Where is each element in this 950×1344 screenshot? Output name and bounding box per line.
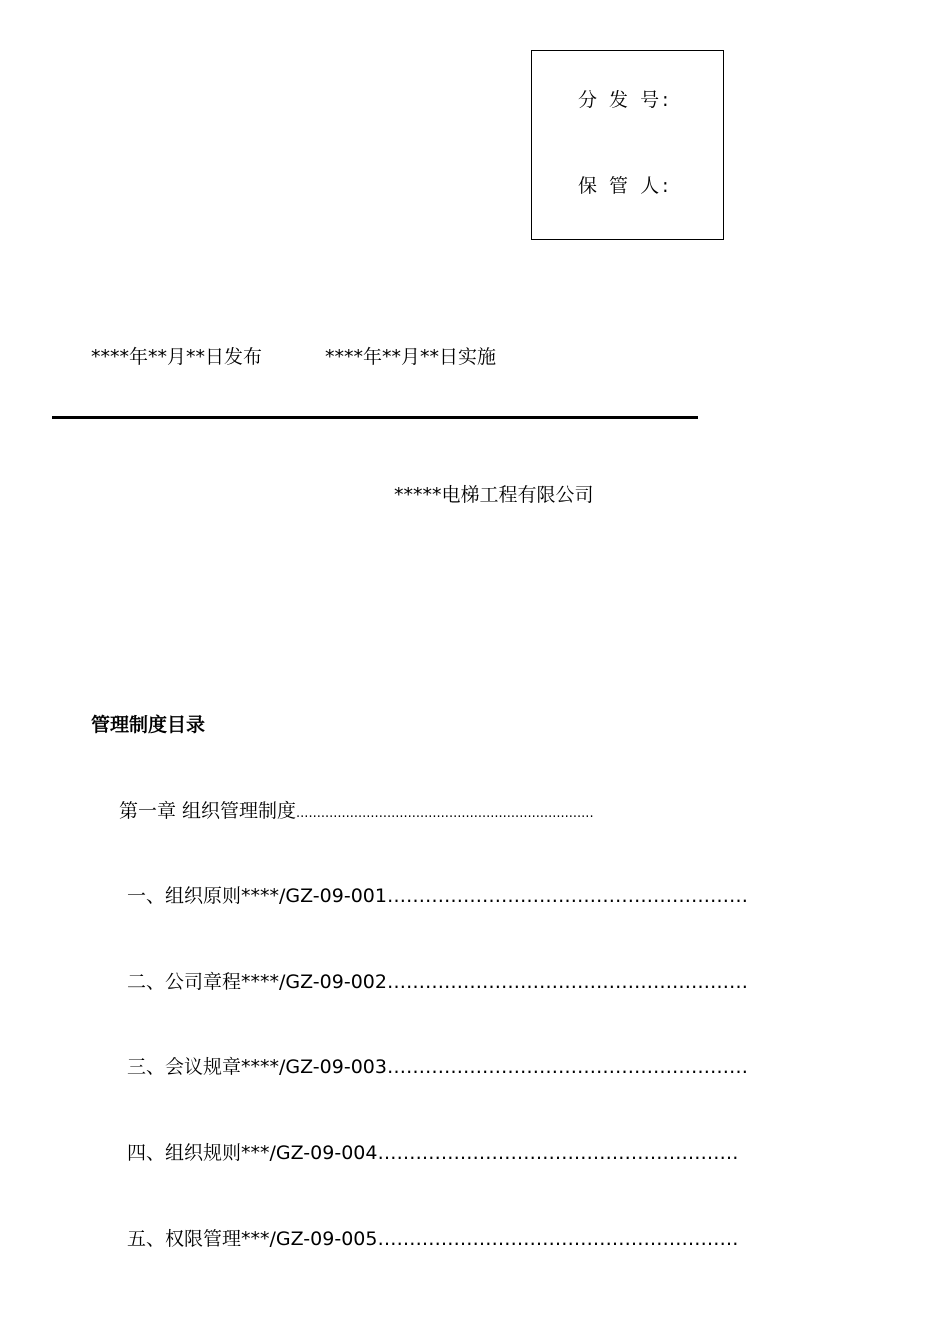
toc-leader-dots: ………………………………………………… <box>386 1056 748 1078</box>
toc-entry-label: 一、组织原则****/GZ-09-001 <box>127 885 387 907</box>
toc-leader-dots: ………………………………………………… <box>386 885 748 907</box>
toc-entry <box>127 1224 738 1251</box>
toc-leader-dots: ………………………………………………… <box>386 971 748 993</box>
effective-date: ****年**月**日实施 <box>325 346 497 368</box>
distribution-number-label: 分 发 号: <box>578 89 672 111</box>
publish-date: ****年**月**日发布 <box>91 346 263 368</box>
toc-entry-label: 三、会议规章****/GZ-09-003 <box>127 1056 387 1078</box>
keeper-label: 保 管 人: <box>578 175 672 197</box>
toc-entry-label: 四、组织规则***/GZ-09-004 <box>127 1142 378 1164</box>
toc-entry <box>127 967 748 994</box>
company-name: *****电梯工程有限公司 <box>394 484 594 506</box>
distribution-box <box>531 50 724 240</box>
toc-entry <box>127 1138 738 1165</box>
toc-chapter-label: 第一章 组织管理制度 <box>119 800 297 822</box>
toc-entry-label: 五、权限管理***/GZ-09-005 <box>127 1228 378 1250</box>
toc-leader-dots: ........................................................................ <box>296 806 594 821</box>
toc-leader-dots: ………………………………………………… <box>377 1142 739 1164</box>
toc-entry <box>127 881 748 908</box>
divider-line <box>52 416 698 419</box>
toc-title: 管理制度目录 <box>91 714 206 736</box>
toc-entry <box>127 1052 748 1079</box>
toc-chapter-entry <box>119 796 594 823</box>
toc-leader-dots: ………………………………………………… <box>377 1228 739 1250</box>
toc-entry-label: 二、公司章程****/GZ-09-002 <box>127 971 387 993</box>
